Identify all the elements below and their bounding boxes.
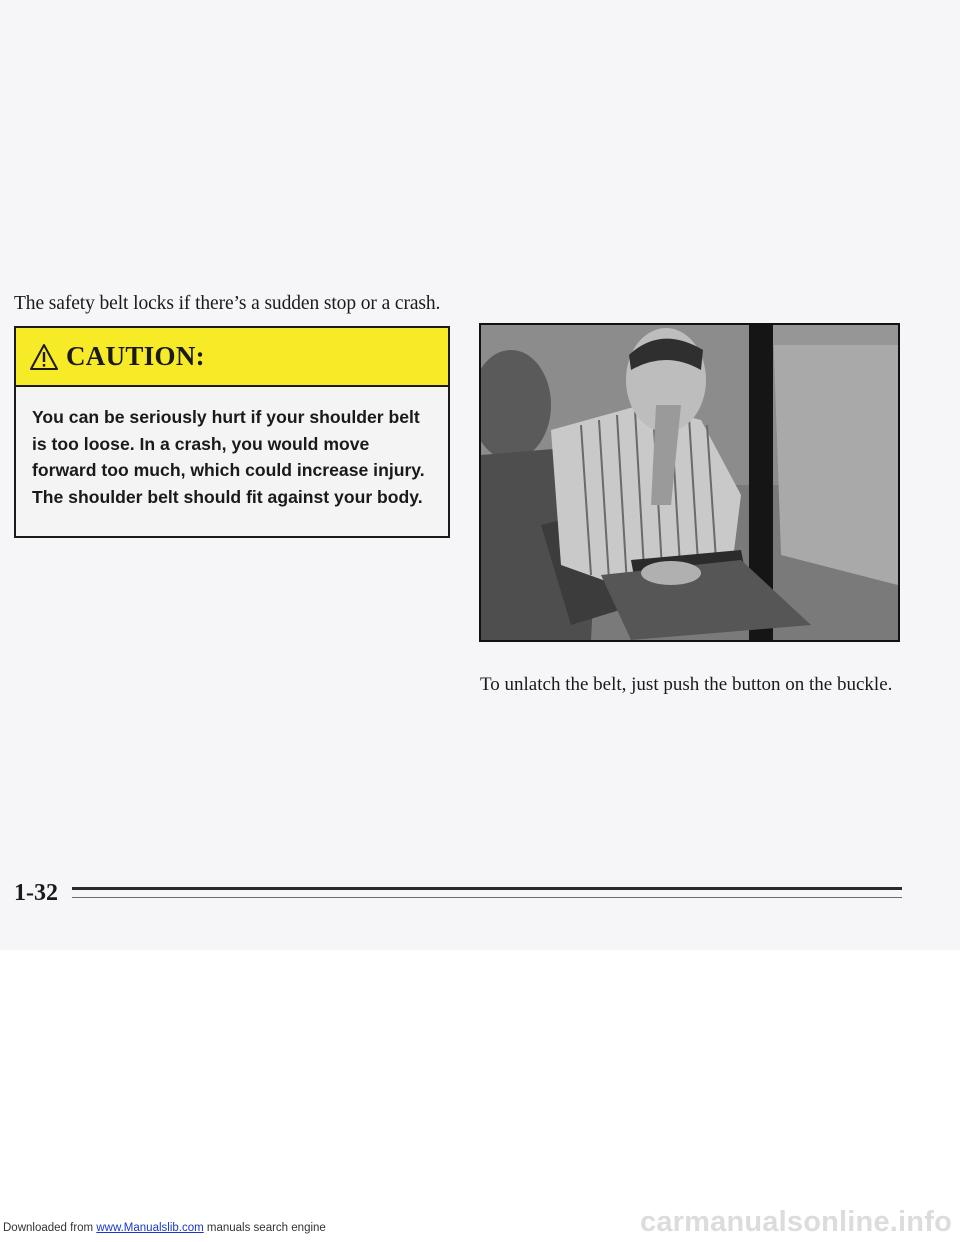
- footer-rule: [72, 887, 902, 890]
- intro-text: The safety belt locks if there’s a sudden stop or a crash.: [14, 293, 441, 314]
- warning-triangle-icon: [30, 343, 58, 371]
- caution-title: CAUTION:: [66, 341, 205, 371]
- caution-header: [16, 328, 448, 387]
- seatbelt-photo: [479, 323, 900, 642]
- caution-box: [14, 326, 450, 538]
- page-number: 1-32: [14, 880, 58, 906]
- footer-rule-thin: [72, 897, 902, 898]
- caution-body: You can be seriously hurt if your shoulder belt is too loose. In a crash, you would move forward too much, which could increase injury. The shoulder belt should fit against your body.: [32, 407, 425, 507]
- manualslib-link[interactable]: www.Manualslib.com: [96, 1222, 204, 1234]
- watermark-text: carmanualsonline.info: [640, 1206, 952, 1238]
- footer-prefix: Downloaded from: [3, 1222, 97, 1234]
- download-footer: [3, 1222, 326, 1234]
- footer-suffix: manuals search engine: [203, 1222, 326, 1234]
- caption-text: To unlatch the belt, just push the button on the buckle.: [480, 674, 893, 695]
- man-buckling-belt-illustration: [481, 325, 898, 640]
